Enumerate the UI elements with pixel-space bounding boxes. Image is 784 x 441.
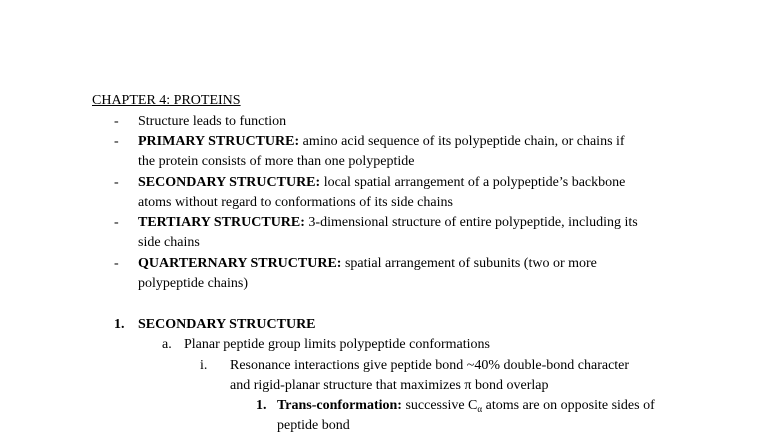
- bullet-text: 3-dimensional structure of entire polypeptide, including its: [304, 215, 638, 230]
- bullet-term: TERTIARY STRUCTURE:: [138, 215, 305, 230]
- bullet-item: [138, 254, 597, 274]
- bullet-term: PRIMARY STRUCTURE:: [138, 134, 300, 149]
- section-number: 1.: [114, 317, 125, 332]
- bullet-dash: -: [114, 134, 119, 149]
- bullet-dash: -: [114, 114, 119, 129]
- bullet-continuation: side chains: [138, 235, 200, 250]
- bullet-text: spatial arrangement of subunits (two or more: [341, 256, 597, 271]
- bullet-item: [138, 213, 638, 233]
- bullet-item: [138, 132, 625, 152]
- list-item-i: Resonance interactions give peptide bond ~40% double-bond character: [230, 358, 630, 373]
- alpha-subscript: α: [477, 404, 483, 414]
- bullet-dash: -: [114, 175, 119, 190]
- list-marker-a: a.: [162, 337, 172, 352]
- bullet-item: [138, 173, 625, 193]
- bullet-text: Structure leads to function: [138, 114, 287, 129]
- bullet-continuation: the protein consists of more than one polypeptide: [138, 154, 415, 169]
- bullet-term: SECONDARY STRUCTURE:: [138, 175, 321, 190]
- term-trans-conformation: Trans-conformation:: [277, 398, 402, 413]
- list-item-1-text: successive C: [401, 398, 478, 413]
- list-marker-i: i.: [200, 358, 208, 373]
- bullet-continuation: polypeptide chains): [138, 276, 249, 291]
- list-marker-1: 1.: [256, 398, 267, 413]
- bullet-dash: -: [114, 256, 119, 271]
- bullet-text: local spatial arrangement of a polypeptide’s backbone: [320, 175, 626, 190]
- list-item-1: [277, 396, 655, 416]
- section-heading: SECONDARY STRUCTURE: [138, 317, 316, 332]
- bullet-continuation: atoms without regard to conformations of its side chains: [138, 195, 453, 210]
- list-item-i-continuation: and rigid-planar structure that maximizes π bond overlap: [230, 378, 549, 393]
- list-item-1-continuation: peptide bond: [277, 418, 350, 433]
- list-item-a: Planar peptide group limits polypeptide conformations: [184, 337, 490, 352]
- list-item-1-text-end: atoms are on opposite sides of: [482, 398, 655, 413]
- bullet-text: amino acid sequence of its polypeptide chain, or chains if: [299, 134, 625, 149]
- bullet-dash: -: [114, 215, 119, 230]
- bullet-term: QUARTERNARY STRUCTURE:: [138, 256, 342, 271]
- chapter-title: CHAPTER 4: PROTEINS: [92, 93, 241, 108]
- bullet-item: [138, 112, 286, 132]
